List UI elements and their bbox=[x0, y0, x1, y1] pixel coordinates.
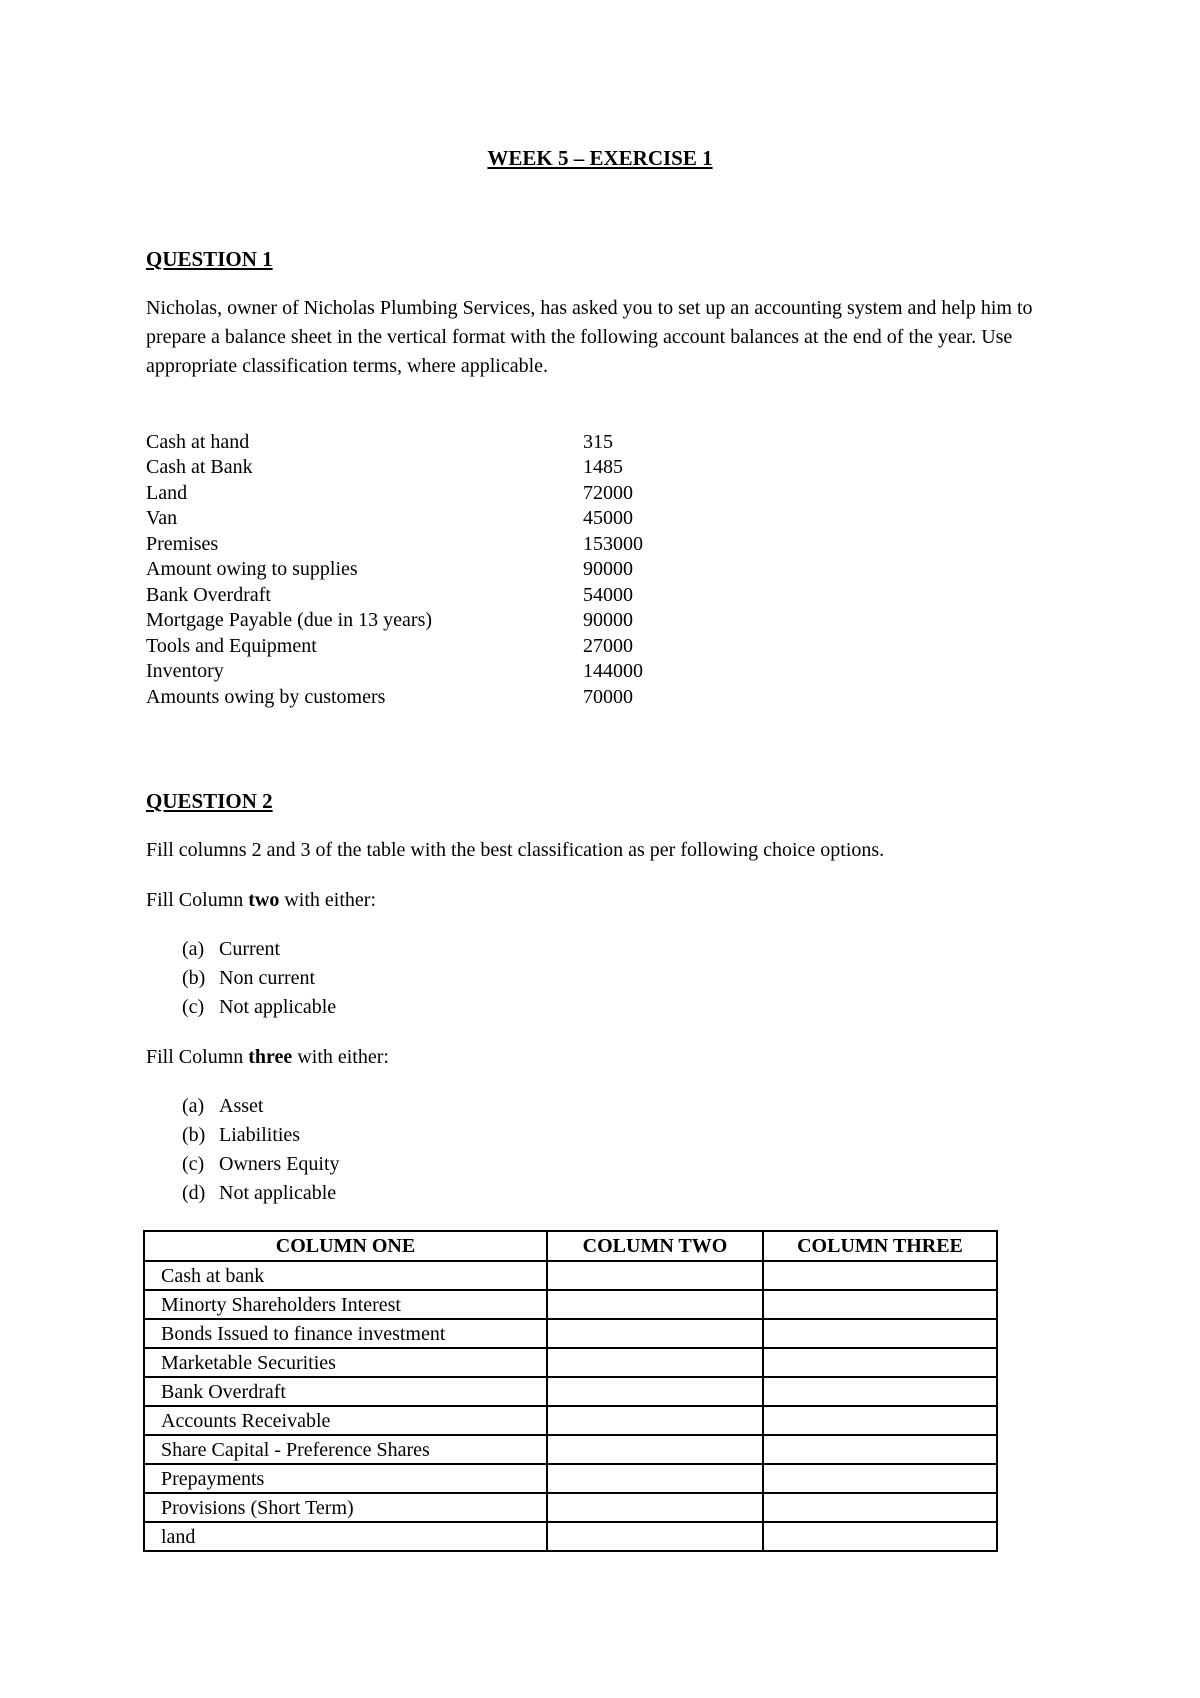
column-three-cell[interactable] bbox=[763, 1464, 997, 1493]
column-two-cell[interactable] bbox=[547, 1290, 763, 1319]
column-header: COLUMN THREE bbox=[763, 1231, 997, 1261]
account-cell: Bank Overdraft bbox=[144, 1377, 547, 1406]
balance-value: 70000 bbox=[583, 686, 633, 708]
balance-name: Tools and Equipment bbox=[146, 635, 317, 657]
instruction-emphasis: two bbox=[248, 889, 280, 911]
table-row bbox=[144, 1464, 997, 1493]
column-two-cell[interactable] bbox=[547, 1435, 763, 1464]
balance-value: 27000 bbox=[583, 635, 633, 657]
column-three-cell[interactable] bbox=[763, 1377, 997, 1406]
account-cell: Accounts Receivable bbox=[144, 1406, 547, 1435]
account-cell: Share Capital - Preference Shares bbox=[144, 1435, 547, 1464]
table-row bbox=[144, 1406, 997, 1435]
option-text: Not applicable bbox=[219, 1182, 337, 1204]
account-cell: Prepayments bbox=[144, 1464, 547, 1493]
table-row bbox=[144, 1261, 997, 1290]
column-two-cell[interactable] bbox=[547, 1348, 763, 1377]
instruction-suffix: with either: bbox=[292, 1046, 389, 1068]
table-row bbox=[144, 1493, 997, 1522]
balance-name: Land bbox=[146, 482, 188, 504]
column-three-cell[interactable] bbox=[763, 1493, 997, 1522]
question-2-heading: QUESTION 2 bbox=[146, 789, 273, 813]
option-text: Not applicable bbox=[219, 996, 337, 1018]
balance-name: Cash at hand bbox=[146, 431, 250, 453]
account-cell: Provisions (Short Term) bbox=[144, 1493, 547, 1522]
instruction-prefix: Fill Column bbox=[146, 889, 249, 911]
balance-name: Van bbox=[146, 507, 178, 529]
column-header: COLUMN TWO bbox=[547, 1231, 763, 1261]
table-row bbox=[144, 1319, 997, 1348]
column-two-cell[interactable] bbox=[547, 1319, 763, 1348]
question-1-intro: Nicholas, owner of Nicholas Plumbing Services, has asked you to set up an accounting system and help him to prepare a balance sheet in the vertical format with the following account balances at the end of the year. Use appropriate classification terms, where applicable. bbox=[146, 297, 1033, 377]
column-two-cell[interactable] bbox=[547, 1406, 763, 1435]
column-three-instruction bbox=[146, 1047, 389, 1067]
column-two-cell[interactable] bbox=[547, 1464, 763, 1493]
option-letter: (b) bbox=[182, 1124, 206, 1146]
page-title: WEEK 5 – EXERCISE 1 bbox=[487, 146, 713, 170]
balance-value: 90000 bbox=[583, 558, 633, 580]
table-row bbox=[144, 1290, 997, 1319]
column-two-cell[interactable] bbox=[547, 1377, 763, 1406]
option-text: Asset bbox=[219, 1095, 264, 1117]
instruction-suffix: with either: bbox=[279, 889, 376, 911]
option-text: Current bbox=[219, 938, 281, 960]
column-two-cell[interactable] bbox=[547, 1493, 763, 1522]
column-two-cell[interactable] bbox=[547, 1522, 763, 1551]
option-letter: (d) bbox=[182, 1182, 206, 1204]
option-letter: (a) bbox=[182, 938, 205, 960]
account-cell: Marketable Securities bbox=[144, 1348, 547, 1377]
option-letter: (b) bbox=[182, 967, 206, 989]
option-text: Liabilities bbox=[219, 1124, 301, 1146]
table-row bbox=[144, 1435, 997, 1464]
question-2-instruction: Fill columns 2 and 3 of the table with the best classification as per following choice options. bbox=[146, 839, 885, 861]
account-cell: Minorty Shareholders Interest bbox=[144, 1290, 547, 1319]
column-three-cell[interactable] bbox=[763, 1435, 997, 1464]
column-header: COLUMN ONE bbox=[144, 1231, 547, 1261]
balance-value: 90000 bbox=[583, 609, 633, 631]
balance-value: 1485 bbox=[583, 456, 623, 478]
classification-table bbox=[143, 1230, 998, 1552]
question-1-heading: QUESTION 1 bbox=[146, 247, 273, 271]
column-two-cell[interactable] bbox=[547, 1261, 763, 1290]
column-two-instruction bbox=[146, 890, 376, 910]
column-three-cell[interactable] bbox=[763, 1522, 997, 1551]
option-text: Owners Equity bbox=[219, 1153, 340, 1175]
account-cell: Cash at bank bbox=[144, 1261, 547, 1290]
table-row bbox=[144, 1348, 997, 1377]
column-three-cell[interactable] bbox=[763, 1261, 997, 1290]
column-three-cell[interactable] bbox=[763, 1290, 997, 1319]
balance-value: 45000 bbox=[583, 507, 633, 529]
balance-name: Mortgage Payable (due in 13 years) bbox=[146, 609, 433, 631]
balance-value: 72000 bbox=[583, 482, 633, 504]
balance-value: 144000 bbox=[583, 660, 643, 682]
option-letter: (a) bbox=[182, 1095, 205, 1117]
balance-name: Premises bbox=[146, 533, 219, 555]
balance-name: Amounts owing by customers bbox=[146, 686, 386, 708]
account-cell: land bbox=[144, 1522, 547, 1551]
column-three-cell[interactable] bbox=[763, 1406, 997, 1435]
option-text: Non current bbox=[219, 967, 316, 989]
table-row bbox=[144, 1522, 997, 1551]
balance-value: 54000 bbox=[583, 584, 633, 606]
balance-name: Bank Overdraft bbox=[146, 584, 271, 606]
balance-name: Cash at Bank bbox=[146, 456, 253, 478]
option-letter: (c) bbox=[182, 996, 205, 1018]
column-three-cell[interactable] bbox=[763, 1319, 997, 1348]
instruction-emphasis: three bbox=[248, 1046, 293, 1068]
table-row bbox=[144, 1377, 997, 1406]
balance-name: Inventory bbox=[146, 660, 224, 682]
balance-value: 315 bbox=[583, 431, 613, 453]
table-header-row bbox=[144, 1231, 997, 1261]
account-cell: Bonds Issued to finance investment bbox=[144, 1319, 547, 1348]
balance-value: 153000 bbox=[583, 533, 643, 555]
balance-name: Amount owing to supplies bbox=[146, 558, 358, 580]
column-three-cell[interactable] bbox=[763, 1348, 997, 1377]
instruction-prefix: Fill Column bbox=[146, 1046, 249, 1068]
option-letter: (c) bbox=[182, 1153, 205, 1175]
